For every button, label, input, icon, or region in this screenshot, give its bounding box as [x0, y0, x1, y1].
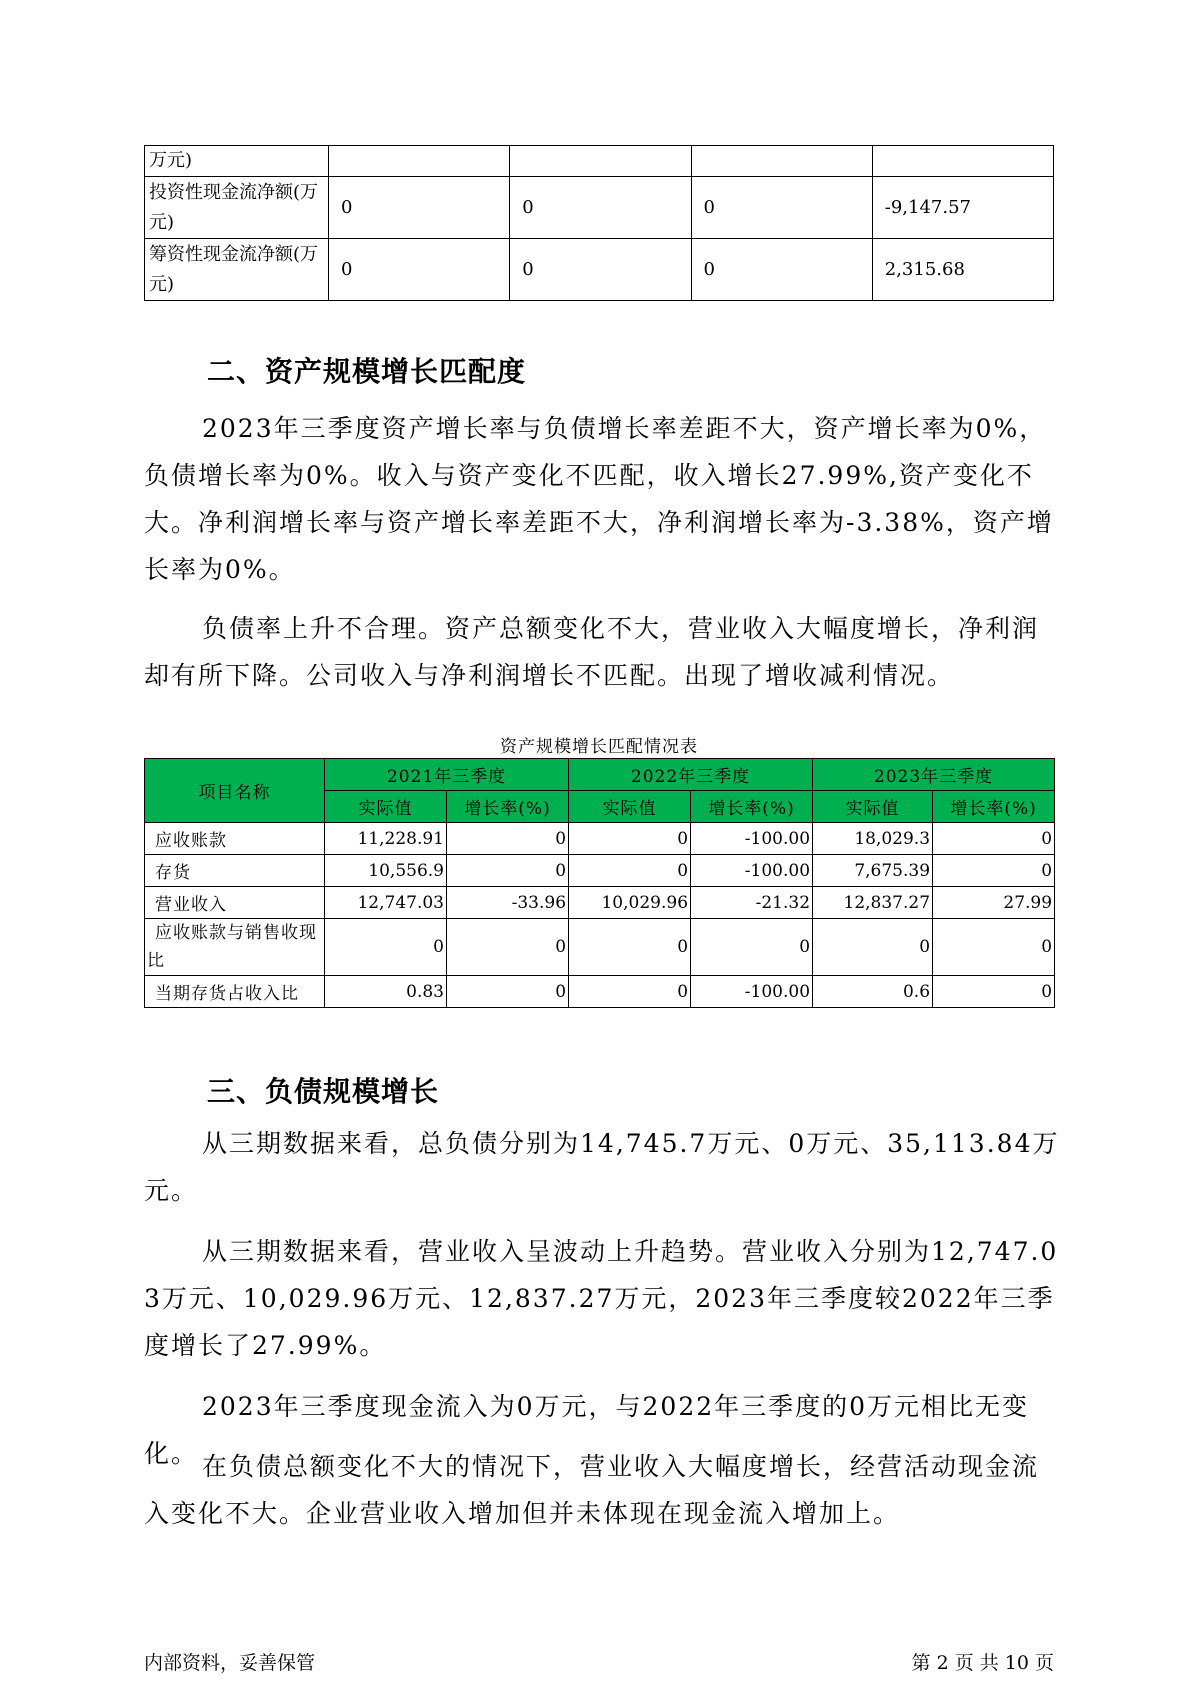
cell: 18,029.3: [813, 823, 933, 855]
cell: -100.00: [691, 976, 813, 1008]
cell: 12,837.27: [813, 887, 933, 919]
table-row: [145, 887, 1055, 919]
cell: -33.96: [447, 887, 569, 919]
row-name: 存货: [145, 855, 325, 887]
header-period: 2021年三季度: [325, 759, 569, 791]
header-growth: 增长率(%): [933, 791, 1055, 823]
cell: 0: [569, 855, 691, 887]
paragraph: 负债率上升不合理。资产总额变化不大，营业收入大幅度增长，净利润却有所下降。公司收入与净利润增长不匹配。出现了增收减利情况。: [144, 614, 1040, 690]
cell: [691, 146, 872, 177]
paragraph: 在负债总额变化不大的情况下，营业收入大幅度增长，经营活动现金流入变化不大。企业营业收入增加但并未体现在现金流入增加上。: [144, 1452, 1040, 1528]
table-row: [145, 823, 1055, 855]
header-period: 2023年三季度: [813, 759, 1055, 791]
cell: 0: [933, 976, 1055, 1008]
cell: 0: [510, 239, 691, 301]
cell: 10,029.96: [569, 887, 691, 919]
table-row: [145, 146, 1054, 177]
footer-page-number: 第 2 页 共 10 页: [911, 1652, 1054, 1674]
paragraph: 从三期数据来看，总负债分别为14,745.7万元、0万元、35,113.84万元。: [144, 1129, 1060, 1205]
table-row: [145, 976, 1055, 1008]
header-item-name: 项目名称: [145, 759, 325, 823]
cell: -9,147.57: [872, 177, 1053, 239]
table-row: [145, 239, 1054, 301]
header-actual: 实际值: [325, 791, 447, 823]
row-label: 筹资性现金流净额(万元): [145, 239, 329, 301]
cell: 12,747.03: [325, 887, 447, 919]
table-header-row: [145, 759, 1055, 791]
cell: 0: [325, 919, 447, 976]
cell: 0: [510, 177, 691, 239]
cell: 0.6: [813, 976, 933, 1008]
cell: 0: [447, 855, 569, 887]
row-name: 应收账款: [145, 823, 325, 855]
paragraph: 2023年三季度现金流入为0万元，与2022年三季度的0万元相比无变化。: [144, 1392, 1030, 1468]
cell: 0: [569, 919, 691, 976]
row-name: 营业收入: [145, 887, 325, 919]
row-name: 应收账款与销售收现比: [145, 919, 325, 976]
cell: 10,556.9: [325, 855, 447, 887]
cell: 0.83: [325, 976, 447, 1008]
cashflow-table-continued: [144, 145, 1054, 301]
cell: 11,228.91: [325, 823, 447, 855]
header-period: 2022年三季度: [569, 759, 813, 791]
cell: 0: [569, 976, 691, 1008]
table-caption: 资产规模增长匹配情况表: [500, 737, 698, 757]
section-heading: 二、资产规模增长匹配度: [207, 355, 527, 388]
header-growth: 增长率(%): [447, 791, 569, 823]
cell: 7,675.39: [813, 855, 933, 887]
cell: -21.32: [691, 887, 813, 919]
table-row: [145, 919, 1055, 976]
row-label: 投资性现金流净额(万元): [145, 177, 329, 239]
paragraph: 2023年三季度资产增长率与负债增长率差距不大，资产增长率为0%，负债增长率为0%。收入与资产变化不匹配，收入增长27.99%,资产变化不大。净利润增长率与资产增长率差距不大，净利润增长率为-3.38%，资产增长率为0%。: [144, 414, 1054, 584]
header-actual: 实际值: [813, 791, 933, 823]
cell: 0: [933, 855, 1055, 887]
section-heading: 三、负债规模增长: [207, 1075, 440, 1108]
header-actual: 实际值: [569, 791, 691, 823]
cell: 27.99: [933, 887, 1055, 919]
cell: 0: [447, 919, 569, 976]
table-row: [145, 177, 1054, 239]
row-label: 万元): [145, 146, 329, 177]
cell: 0: [569, 823, 691, 855]
cell: 0: [933, 919, 1055, 976]
cell: 0: [813, 919, 933, 976]
footer-confidential-note: 内部资料，妥善保管: [144, 1652, 316, 1674]
cell: 0: [447, 976, 569, 1008]
row-name: 当期存货占收入比: [145, 976, 325, 1008]
paragraph: 从三期数据来看，营业收入呈波动上升趋势。营业收入分别为12,747.03万元、10,029.96万元、12,837.27万元，2023年三季度较2022年三季度增长了27.99%。: [144, 1237, 1059, 1360]
cell: 2,315.68: [872, 239, 1053, 301]
cell: 0: [447, 823, 569, 855]
cell: 0: [691, 239, 872, 301]
cell: 0: [329, 177, 510, 239]
cell: -100.00: [691, 855, 813, 887]
cell: 0: [933, 823, 1055, 855]
cell: 0: [691, 177, 872, 239]
table-row: [145, 855, 1055, 887]
asset-growth-table: [144, 758, 1055, 1008]
cell: 0: [329, 239, 510, 301]
cell: [329, 146, 510, 177]
cell: -100.00: [691, 823, 813, 855]
header-growth: 增长率(%): [691, 791, 813, 823]
cell: 0: [691, 919, 813, 976]
cell: [872, 146, 1053, 177]
cell: [510, 146, 691, 177]
